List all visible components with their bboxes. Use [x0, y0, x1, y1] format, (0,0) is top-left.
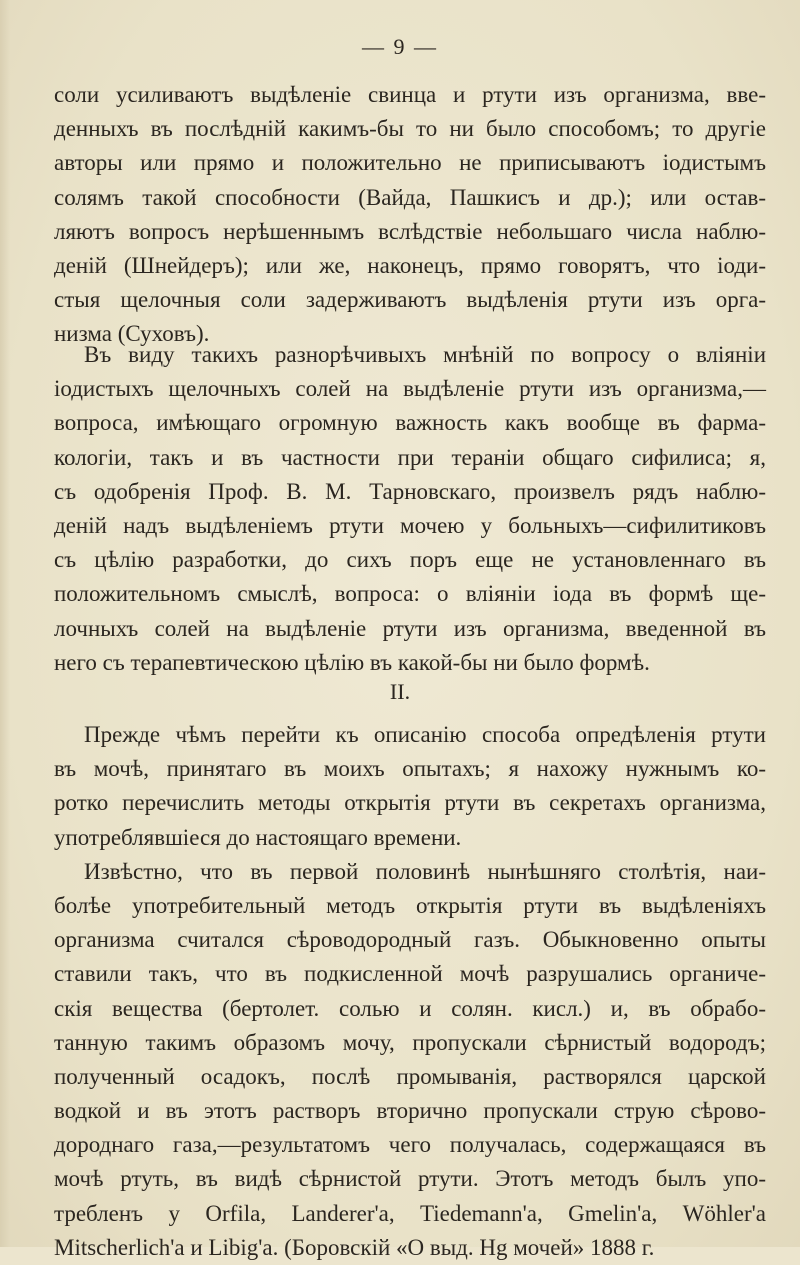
- text-line: болѣе употребительный методъ открытія ртути въ выдѣленіяхъ: [54, 892, 766, 918]
- text-line: деній надъ выдѣленіемъ ртути мочею у больныхъ—сифилитиковъ: [54, 512, 766, 538]
- text-line: стыя щелочныя соли задерживаютъ выдѣленія ртути изъ орга-: [54, 287, 766, 313]
- text-line: танную такимъ образомъ мочу, пропускали сѣрнистый водородъ;: [54, 1029, 766, 1055]
- text-line: съ одобренія Проф. В. М. Тарновскаго, произвелъ рядъ наблю-: [54, 478, 766, 504]
- text-line: дороднаго газа,—результатомъ чего получалась, содержащаяся въ: [54, 1132, 766, 1158]
- text-line: вопроса, имѣющаго огромную важность какъ вообще въ фарма-: [54, 410, 766, 436]
- text-line: водкой и въ этотъ растворъ вторично пропускали струю сѣрово-: [54, 1098, 766, 1124]
- text-line: требленъ у Orfila, Landerer'а, Tiedemann'а, Gmelin'а, Wöhler'а: [54, 1200, 766, 1226]
- text-line: авторы или прямо и положительно не приписываютъ іодистымъ: [54, 150, 766, 176]
- page-binding-shadow: [0, 0, 10, 1247]
- text-line: лочныхъ солей на выдѣленіе ртути изъ организма, введенной въ: [54, 615, 766, 641]
- page-number: — 9 —: [362, 34, 438, 59]
- text-line: ставили такъ, что въ подкисленной мочѣ разрушались органиче-: [54, 961, 766, 987]
- text-line: положительномъ смыслѣ, вопроса: о вліяніи іода въ формѣ ще-: [54, 581, 766, 607]
- text-line: іодистыхъ щелочныхъ солей на выдѣленіе ртути изъ организма,—: [54, 376, 766, 402]
- text-line: соли усиливаютъ выдѣленіе свинца и ртути изъ организма, вве-: [54, 82, 766, 107]
- text-line: ляютъ вопросъ нерѣшеннымъ вслѣдствіе небольшаго числа наблю-: [54, 218, 766, 244]
- text-line: солямъ такой способности (Вайда, Пашкисъ и др.); или остав-: [54, 184, 766, 210]
- text-line: низма (Суховъ).: [54, 321, 210, 347]
- text-line: въ мочѣ, принятаго въ моихъ опытахъ; я нахожу нужнымъ ко-: [54, 756, 766, 782]
- text-line: мочѣ ртуть, въ видѣ сѣрнистой ртути. Этотъ методъ былъ упо-: [54, 1166, 766, 1192]
- text-line: организма считался сѣроводородный газъ. Обыкновенно опыты: [54, 927, 766, 953]
- text-line: употреблявшіеся до настоящаго времени.: [54, 824, 462, 850]
- text-line: полученный осадокъ, послѣ промыванія, растворялся царской: [54, 1063, 766, 1089]
- text-line: съ цѣлію разработки, до сихъ поръ еще не установленнаго въ: [54, 547, 766, 573]
- paragraph-continuation: [54, 78, 766, 352]
- text-line: Въ виду такихъ разнорѣчивыхъ мнѣній по вопросу о вліяніи: [84, 342, 766, 367]
- text-line: Извѣстно, что въ первой половинѣ нынѣшняго столѣтія, наи-: [84, 858, 766, 884]
- text-line: кологіи, такъ и въ частности при тераніи общаго сифилиса; я,: [54, 444, 766, 470]
- text-line: ротко перечислить методы открытія ртути въ секретахъ организма,: [54, 790, 766, 816]
- paragraph-research-intro: [54, 338, 766, 680]
- section-body: [54, 718, 766, 1265]
- text-line: скія вещества (бертолет. солью и солян. кисл.) и, въ обрабо-: [54, 995, 766, 1021]
- text-line: деній (Шнейдеръ); или же, наконецъ, прямо говорятъ, что іоди-: [54, 252, 766, 278]
- section-heading: II.: [389, 679, 411, 704]
- text-line: денныхъ въ послѣдній какимъ-бы то ни было способомъ; то другіе: [54, 116, 766, 142]
- text-line: Mitscherlich'а и Libig'а. (Боровскій «О выд. Hg мочей» 1888 г.: [54, 1234, 655, 1260]
- text-line: него съ терапевтическою цѣлію въ какой-бы ни было формѣ.: [54, 649, 650, 675]
- text-line: Прежде чѣмъ перейти къ описанію способа опредѣленія ртути: [84, 722, 766, 747]
